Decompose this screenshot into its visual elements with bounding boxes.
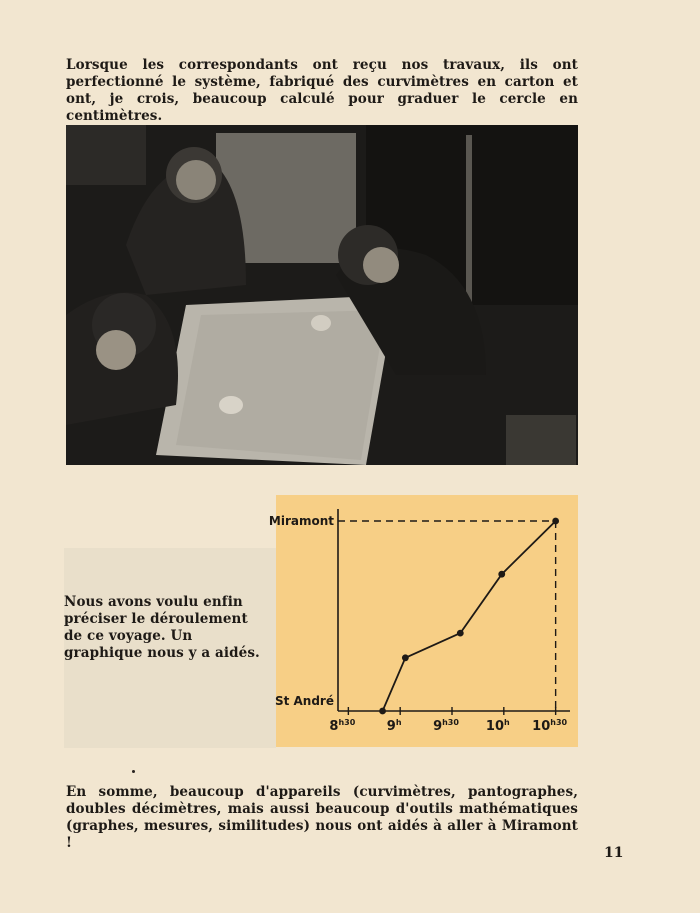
data-point: [402, 654, 409, 661]
data-point: [552, 518, 559, 525]
data-point: [498, 571, 505, 578]
x-tick-label: $10^{h30}$: [532, 718, 568, 734]
x-tick-label: $8^{h30}$: [329, 718, 356, 734]
x-tick-label: $9^{h30}$: [433, 718, 459, 734]
data-point: [379, 708, 386, 715]
travel-graph-svg: [268, 495, 578, 747]
ink-dot: [132, 770, 135, 773]
y-tick-label: Miramont: [268, 514, 334, 528]
intro-paragraph: Lorsque les correspondants ont reçu nos travaux, ils ont perfectionné le système, fabriqué des curvimètres en carton et ont, je crois, beaucoup calculé pour graduer le cercle en centimètres.: [66, 57, 578, 124]
graph-note-paragraph: Nous avons voulu enfin préciser le déroulement de ce voyage. Un graphique nous y a aidés.: [64, 594, 260, 661]
travel-graph: [268, 495, 578, 747]
series-line: [383, 521, 556, 711]
y-tick-label: St André: [274, 694, 334, 708]
x-tick-label: 10$^h$: [485, 718, 510, 734]
page-number: 11: [604, 845, 624, 861]
classroom-photo-drawing: [66, 125, 578, 465]
x-tick-label: 9$^h$: [386, 718, 402, 734]
conclusion-paragraph: En somme, beaucoup d'appareils (curvimètres, pantographes, doubles décimètres, mais aussi beaucoup d'outils mathématiques (graphes, mesures, similitudes) nous ont aidés à aller à Miramont !: [66, 784, 578, 851]
data-point: [457, 630, 464, 637]
classroom-photo: [66, 125, 578, 465]
